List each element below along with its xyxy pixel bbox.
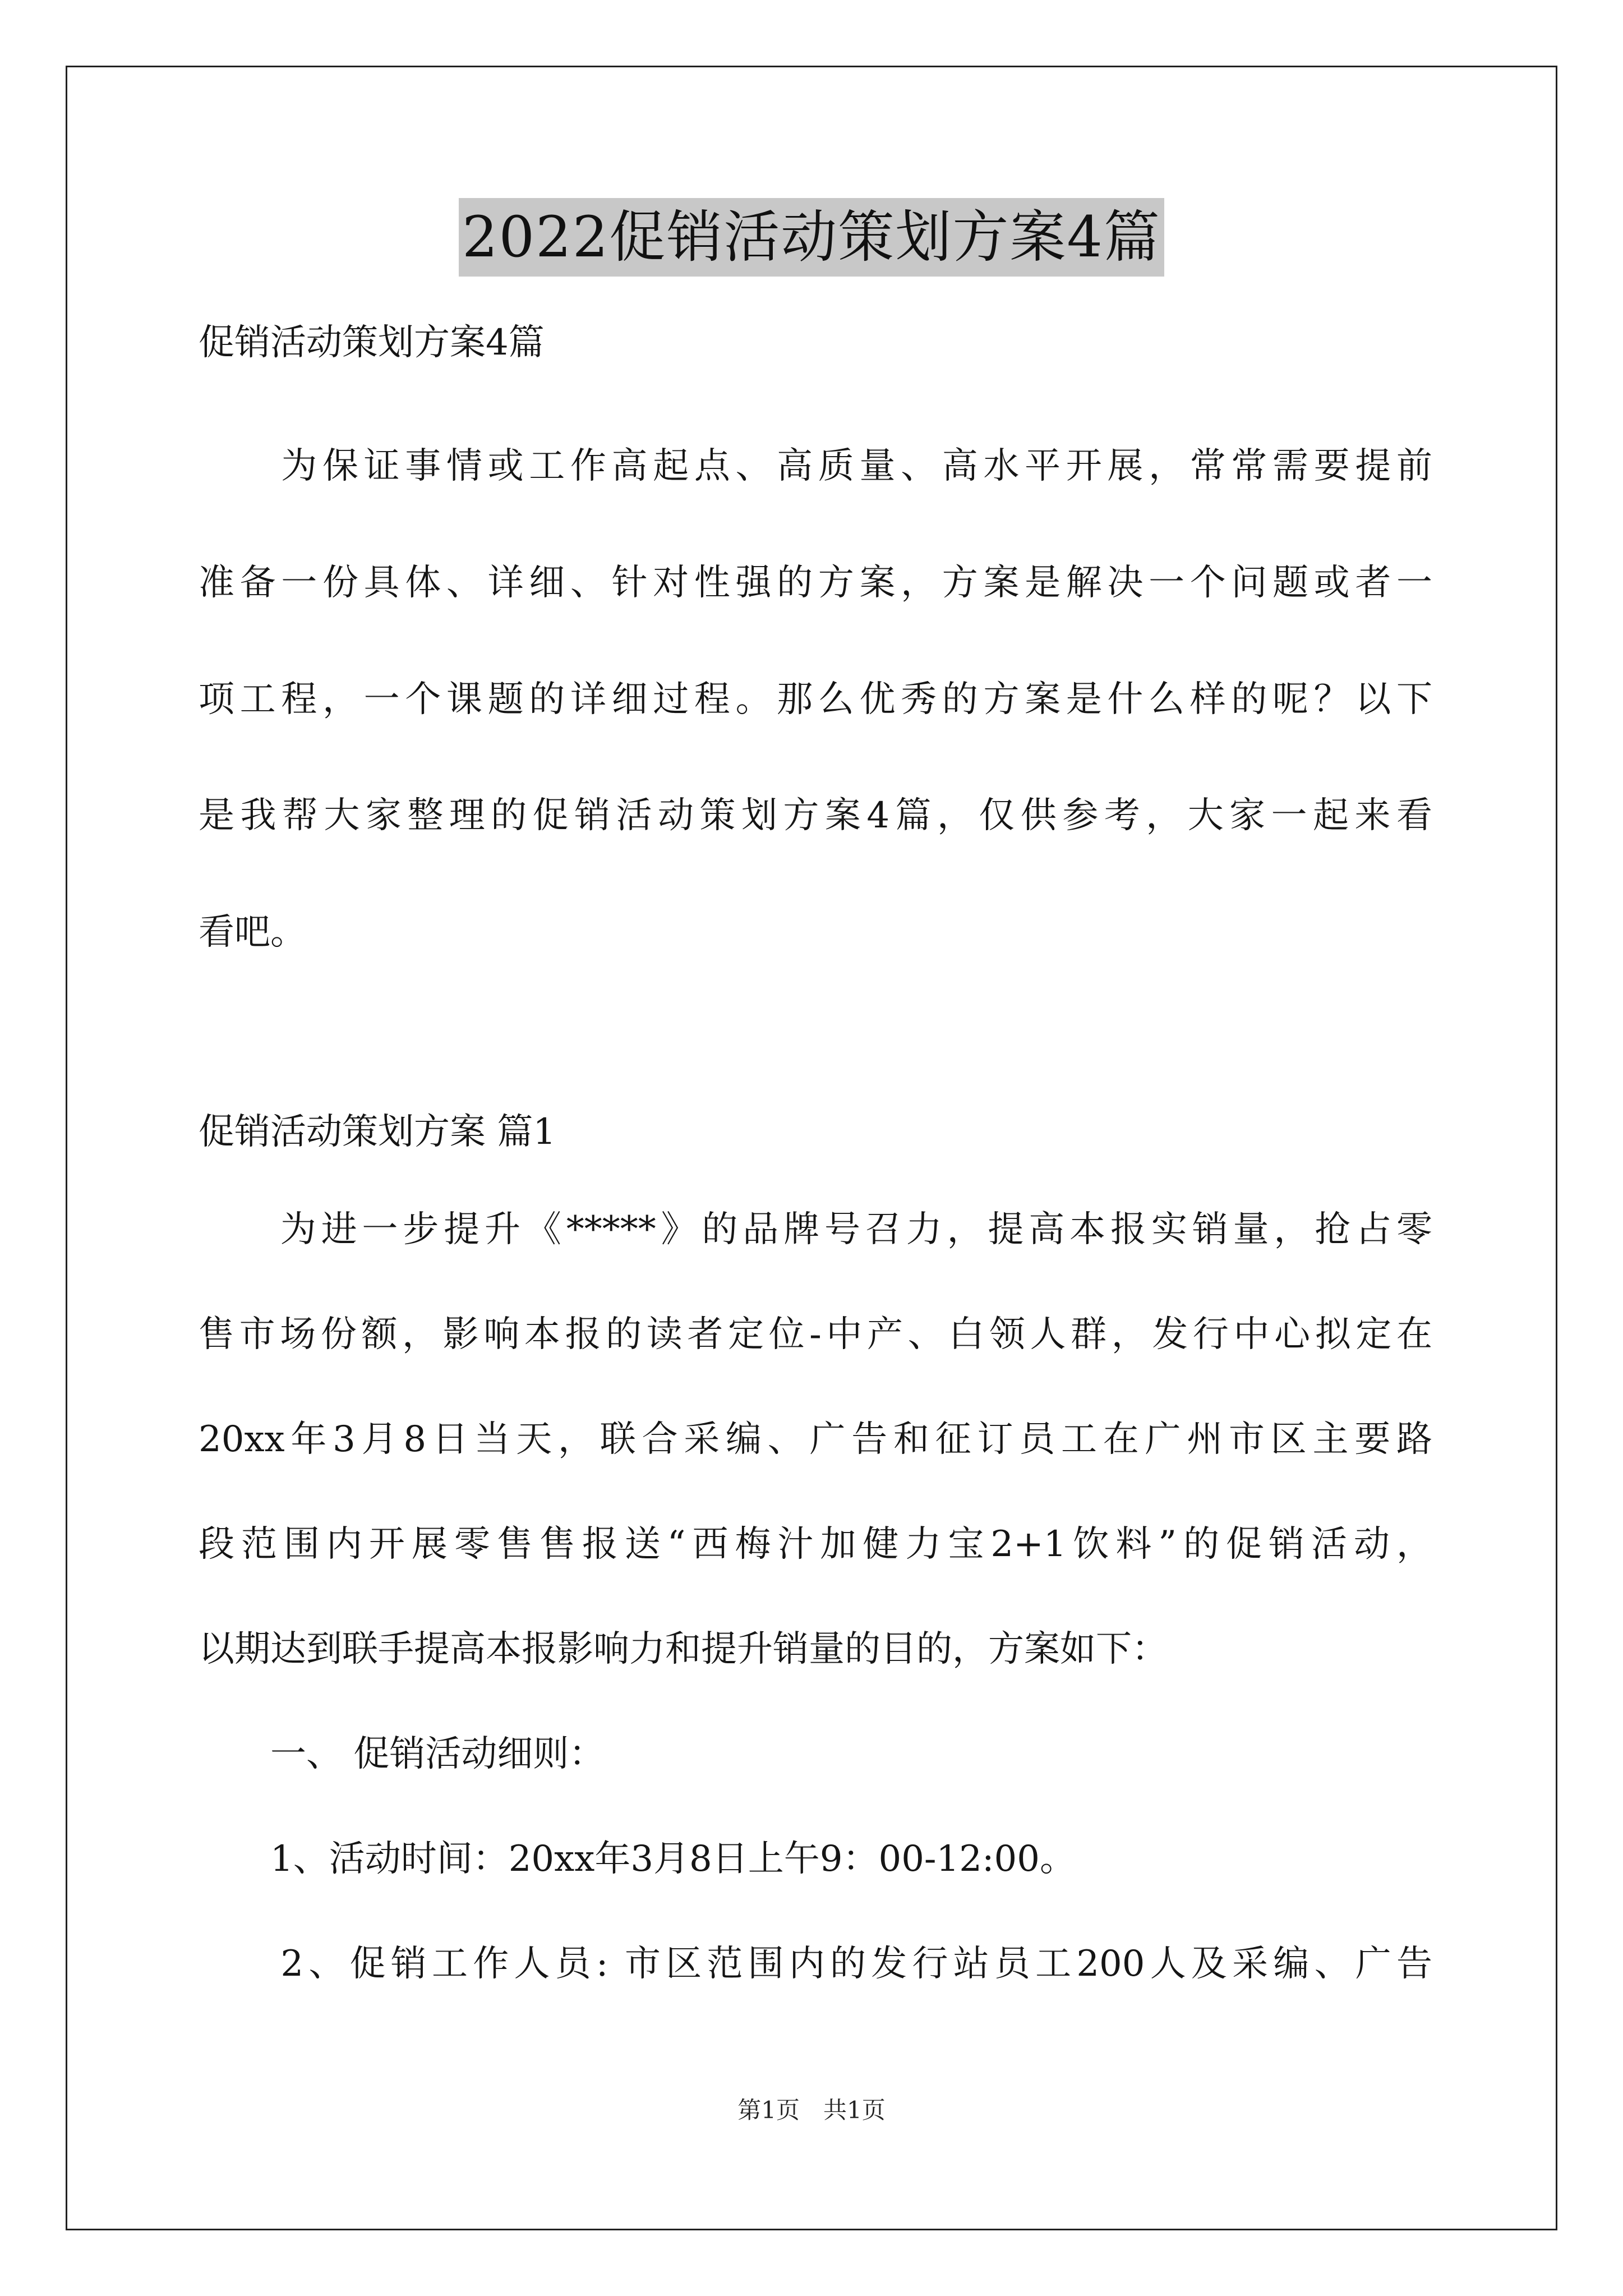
intro-line-5: 看吧。: [199, 912, 306, 953]
list-item-2: 2、促销工作人员: 市区范围内的发行站员工200人及采编、广告: [199, 1943, 1432, 1985]
section1-line-3: 20xx年3月8日当天，联合采编、广告和征订员工在广州市区主要路: [199, 1419, 1432, 1460]
intro-line-4: 是我帮大家整理的促销活动策划方案4篇，仅供参考，大家一起来看: [199, 795, 1432, 836]
document-title: 2022促销活动策划方案4篇: [459, 198, 1164, 277]
intro-line-2: 准备一份具体、详细、针对性强的方案，方案是解决一个问题或者一: [199, 562, 1432, 604]
title-container: [0, 198, 1623, 277]
section1-line-4: 段范围内开展零售售报送“西梅汁加健力宝2+1饮料”的促销活动，: [199, 1524, 1432, 1565]
section1-line-5: 以期达到联手提高本报影响力和提升销量的目的，方案如下：: [199, 1628, 1168, 1670]
section1-line-1: 为进一步提升《*****》的品牌号召力，提高本报实销量，抢占零: [199, 1209, 1432, 1250]
section-heading: 促销活动策划方案 篇1: [199, 1111, 556, 1153]
intro-line-3: 项工程，一个课题的详细过程。那么优秀的方案是什么样的呢？以下: [199, 679, 1432, 720]
page-number: 第1页 共1页: [737, 2096, 886, 2124]
section1-line-2: 售市场份额，影响本报的读者定位-中产、白领人群，发行中心拟定在: [199, 1314, 1432, 1355]
list-item-1: 1、活动时间：20xx年3月8日上午9：00-12:00。: [199, 1838, 1076, 1880]
document-subtitle: 促销活动策划方案4篇: [199, 322, 545, 364]
intro-line-1: 为保证事情或工作高起点、高质量、高水平开展，常常需要提前: [199, 445, 1432, 487]
subsection-heading: 一、 促销活动细则：: [199, 1733, 605, 1775]
